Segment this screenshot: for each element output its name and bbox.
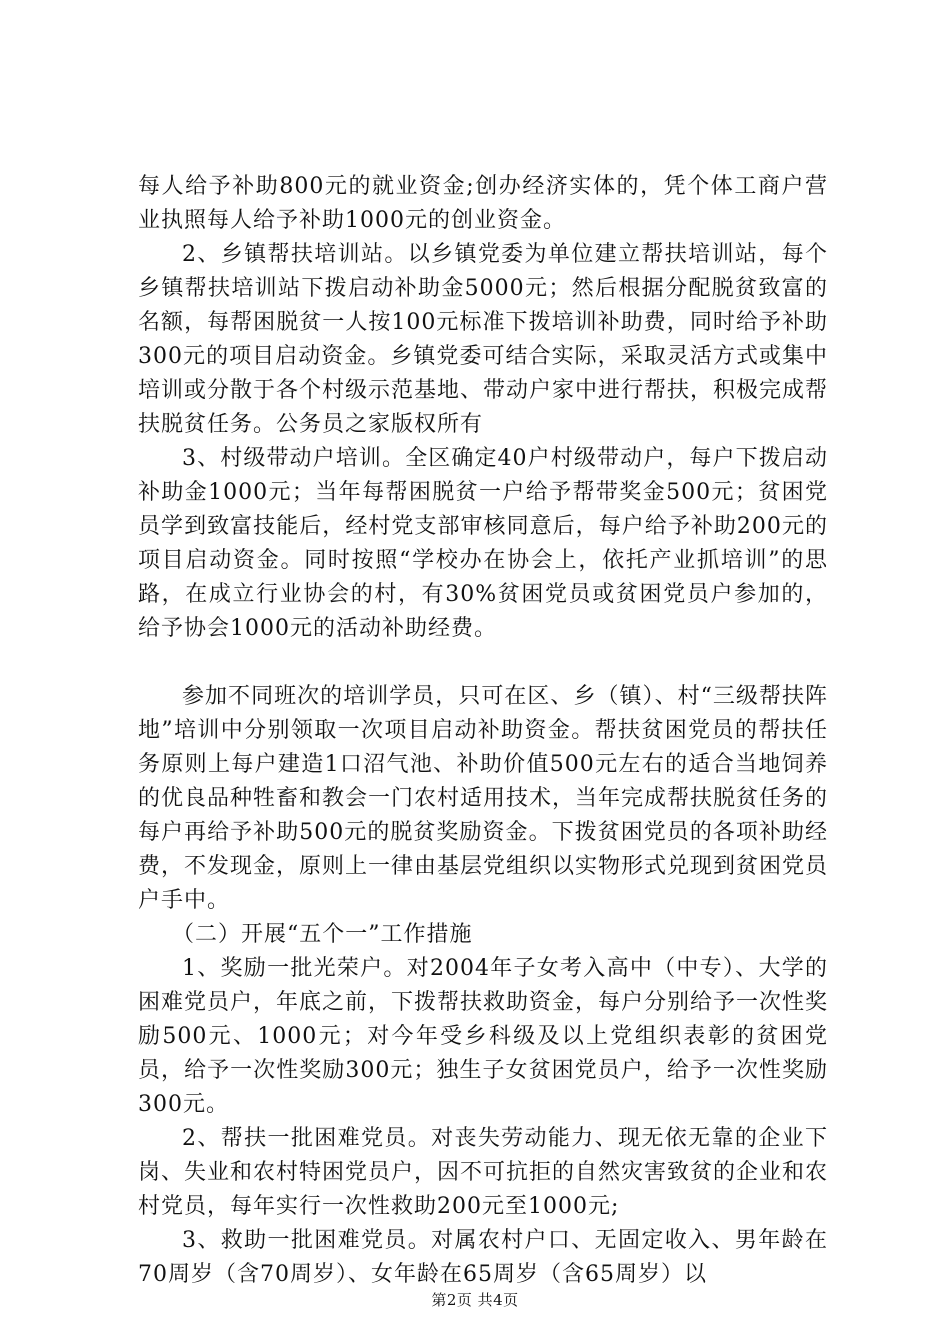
paragraph-township-training-station: 2、乡镇帮扶培训站。以乡镇党委为单位建立帮扶培训站，每个乡镇帮扶培训站下拨启动补助金5000元；然后根据分配脱贫致富的名额，每帮困脱贫一人按100元标准下拨培训补助费，同时给予补助300元的项目启动资金。乡镇党委可结合实际，采取灵活方式或集中培训或分散于各个村级示范基地、带动户家中进行帮扶，积极完成帮扶脱贫任务。公务员之家版权所有 <box>138 242 829 437</box>
section-heading-five-measures: （二）开展“五个一”工作措施 <box>172 922 473 947</box>
paragraph-training-rules: 参加不同班次的培训学员，只可在区、乡（镇）、村“三级帮扶阵地”培训中分别领取一次项目启动补助资金。帮扶贫困党员的帮扶任务原则上每户建造1口沼气池、补助价值500元左右的适合当地饲养的优良品种牲畜和教会一门农村适用技术，当年完成帮扶脱贫任务的每户再给予补助500元的脱贫奖励资金。下拨贫困党员的各项补助经费，不发现金，原则上一律由基层党组织以实物形式兑现到贫困党员户手中。 <box>138 684 829 913</box>
document-body <box>138 170 828 1292</box>
paragraph-relief-members: 3、救助一批困难党员。对属农村户口、无固定收入、男年龄在70周岁（含70周岁）、女年龄在65周岁（含65周岁）以 <box>138 1228 828 1287</box>
paragraph-subsidy-continuation: 每人给予补助800元的就业资金;创办经济实体的，凭个体工商户营业执照每人给予补助1000元的创业资金。 <box>138 174 828 233</box>
paragraph-assist-members: 2、帮扶一批困难党员。对丧失劳动能力、现无依无靠的企业下岗、失业和农村特困党员户，因不可抗拒的自然灾害致贫的企业和农村党员，每年实行一次性救助200元至1000元; <box>138 1126 829 1219</box>
paragraph-village-household-training: 3、村级带动户培训。全区确定40户村级带动户，每户下拨启动补助金1000元；当年每帮困脱贫一户给予帮带奖金500元；贫困党员学到致富技能后，经村党支部审核同意后，每户给予补助200元的项目启动资金。同时按照“学校办在协会上，依托产业抓培训”的思路，在成立行业协会的村，有30%贫困党员或贫困党员户参加的，给予协会1000元的活动补助经费。 <box>138 446 828 641</box>
paragraph-reward-households: 1、奖励一批光荣户。对2004年子女考入高中（中专）、大学的困难党员户，年底之前，下拨帮扶救助资金，每户分别给予一次性奖励500元、1000元；对今年受乡科级及以上党组织表彰的贫困党员，给予一次性奖励300元；独生子女贫困党员户，给予一次性奖励300元。 <box>138 956 829 1117</box>
page-footer: 第2页 共4页 <box>431 1291 519 1309</box>
